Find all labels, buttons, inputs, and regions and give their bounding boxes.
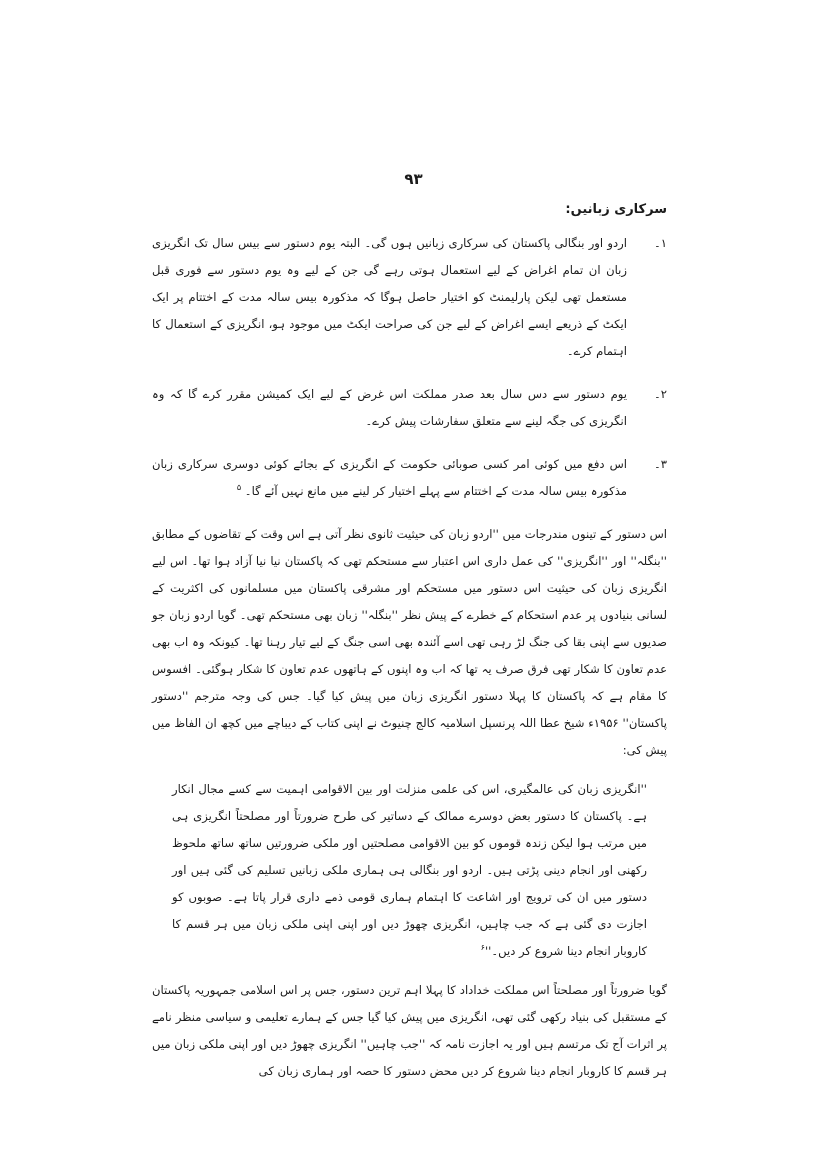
list-item-number: ۲۔ [653,387,667,401]
body-paragraph: اس دستور کے تینوں مندرجات میں ''اردو زبان کی حیثیت ثانوی نظر آتی ہے اس وقت کے تقاضوں کے مطابق ''بنگلہ'' اور ''انگریزی'' کی عمل داری اس اعتبار سے مستحکم تھی کہ پاکستان نیا نیا آزاد ہوا تھا۔ اس لیے انگریزی زبان کی حیثیت اس دستور میں مستحکم اور مشرقی پاکستان میں مسلمانوں کی اکثریت کے لسانی بنیادوں پر عدم استحکام کے خطرے کے پیش نظر ''بنگلہ'' زبان بھی مستحکم تھی۔ گویا اردو زبان جو صدیوں سے اپنی بقا کی جنگ لڑ رہی تھی اسے آئندہ بھی اسی جنگ کے لیے تیار رہنا تھا۔ کیونکہ وہ اب بھی عدم تعاون کا شکار تھی فرق صرف یہ تھا کہ اب وہ اپنوں کے ہاتھوں عدم تعاون کا شکار ہوگئی۔ افسوس کا مقام ہے کہ پاکستان کا پہلا دستور انگریزی زبان میں پیش کیا گیا۔ جس کی وجہ مترجم ''دستور پاکستان'' ۱۹۵۶ء شیخ عطا اللہ پرنسپل اسلامیہ کالج چنیوٹ نے اپنی کتاب کے دیباچے میں کچھ ان الفاظ میں پیش کی: [152,527,667,757]
list-item [152,230,667,365]
list-item-text: اس دفع میں کوئی امر کسی صوبائی حکومت کے انگریزی کے بجائے کوئی دوسری سرکاری زبان مذکورہ بیس سالہ مدت کے اختتام سے پہلے اختیار کر لینے میں مانع نہیں آئے گا۔ [152,457,627,498]
footnote-marker: ۶ [480,943,485,953]
list-item [152,381,667,435]
quote-text: ''انگریزی زبان کی عالمگیری، اس کی علمی منزلت اور بین الاقوامی اہمیت سے کسے مجال انکار ہے۔ پاکستان کا دستور بعض دوسرے ممالک کے دساتیر کی طرح ضرورتاً اور مصلحتاً انگریزی ہی میں مرتب ہوا لیکن زندہ قوموں کو بین الاقوامی مصلحتیں اور ملکی ضرورتیں ساتھ ساتھ ملحوظ رکھنی اور انجام دینی پڑتی ہیں۔ اردو اور بنگالی ہی ہماری ملکی زبانیں تسلیم کی گئی ہیں اور دستور میں ان کی ترویج اور اشاعت کا اہتمام ہماری قومی ذمے داری قرار پاتا ہے۔ صوبوں کو اجازت دی گئی ہے کہ جب چاہیں، انگریزی چھوڑ دیں اور اپنی اپنی ملکی زبان میں ہر قسم کا کاروبار انجام دینا شروع کر دیں۔'' [172,782,647,958]
list-item-number: ۳۔ [653,457,667,471]
section-heading: سرکاری زبانیں: [565,202,667,217]
footnote-marker: ۵ [236,483,242,493]
list-item [152,451,667,505]
list-item-text: یوم دستور سے دس سال بعد صدر مملکت اس غرض کے لیے ایک کمیشن مقرر کرے گا کہ وہ انگریزی کی جگہ لینے سے متعلق سفارشات پیش کرے۔ [152,387,627,428]
page-content [152,168,667,1097]
numbered-list [152,230,667,505]
list-item-text: اردو اور بنگالی پاکستان کی سرکاری زبانیں ہوں گی۔ البتہ یوم دستور سے بیس سال تک انگریزی زبان ان تمام اغراض کے لیے استعمال ہوتی رہے گی جن کے لیے وہ یوم دستور سے فوری قبل مستعمل تھی لیکن پارلیمنٹ کو اختیار حاصل ہوگا کہ مذکورہ بیس سالہ مدت کے اختتام پر ایک ایکٹ کے ذریعے ایسے اغراض کے لیے جن کی صراحت ایکٹ میں موجود ہو، انگریزی کے استعمال کا اہتمام کرے۔ [152,236,627,358]
body-paragraph: گویا ضرورتاً اور مصلحتاً اس مملکت خداداد کا پہلا اہم ترین دستور، جس پر اس اسلامی جمہوریہ پاکستان کے مستقبل کی بنیاد رکھی گئی تھی، انگریزی میں پیش کیا گیا جس کے ہمارے تعلیمی و سیاسی منظر نامے پر اثرات آج تک مرتسم ہیں اور یہ اجازت نامہ کہ ''جب چاہیں'' انگریزی چھوڑ دیں اور اپنی ملکی زبان میں ہر قسم کا کاروبار انجام دینا شروع کر دیں محض دستور کا حصہ اور ہماری زبان کی [152,983,667,1078]
page-number: ۹۳ [404,170,423,188]
block-quote [172,776,647,965]
list-item-number: ۱۔ [653,236,667,250]
